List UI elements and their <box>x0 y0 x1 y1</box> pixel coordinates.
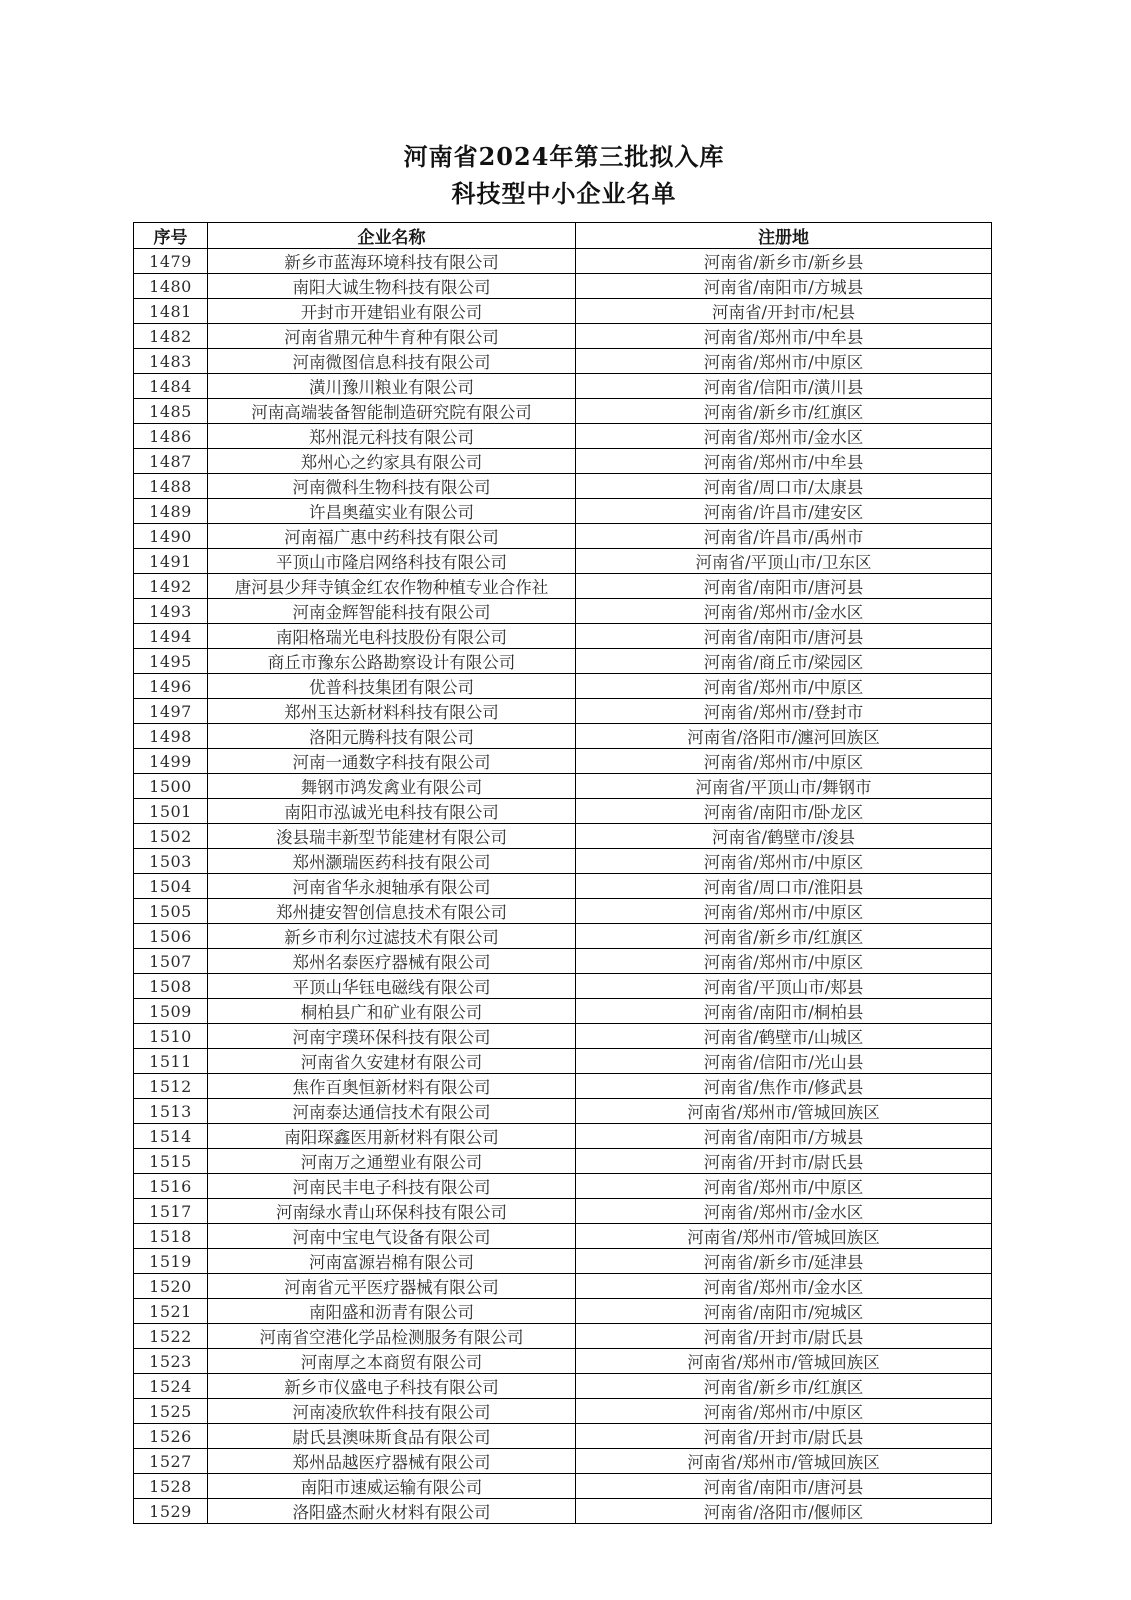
row-index: 1484 <box>134 374 208 399</box>
table-row <box>134 374 992 399</box>
registration-location: 河南省/郑州市/中原区 <box>576 949 992 974</box>
company-name: 河南厚之本商贸有限公司 <box>208 1349 576 1374</box>
company-name: 河南福广惠中药科技有限公司 <box>208 524 576 549</box>
row-index: 1515 <box>134 1149 208 1174</box>
table-row <box>134 799 992 824</box>
company-name: 开封市开建铝业有限公司 <box>208 299 576 324</box>
registration-location: 河南省/平顶山市/郏县 <box>576 974 992 999</box>
registration-location: 河南省/洛阳市/瀍河回族区 <box>576 724 992 749</box>
company-name: 平顶山华钰电磁线有限公司 <box>208 974 576 999</box>
registration-location: 河南省/许昌市/建安区 <box>576 499 992 524</box>
registration-location: 河南省/新乡市/红旗区 <box>576 924 992 949</box>
table-row <box>134 1124 992 1149</box>
registration-location: 河南省/郑州市/中原区 <box>576 899 992 924</box>
company-name: 尉氏县澳味斯食品有限公司 <box>208 1424 576 1449</box>
company-name: 河南省华永昶轴承有限公司 <box>208 874 576 899</box>
row-index: 1487 <box>134 449 208 474</box>
table-row <box>134 1324 992 1349</box>
column-header-registration-location: 注册地 <box>576 223 992 249</box>
row-index: 1496 <box>134 674 208 699</box>
row-index: 1517 <box>134 1199 208 1224</box>
registration-location: 河南省/信阳市/光山县 <box>576 1049 992 1074</box>
row-index: 1512 <box>134 1074 208 1099</box>
registration-location: 河南省/郑州市/管城回族区 <box>576 1449 992 1474</box>
row-index: 1519 <box>134 1249 208 1274</box>
table-row <box>134 1374 992 1399</box>
company-name: 郑州灏瑞医药科技有限公司 <box>208 849 576 874</box>
row-index: 1529 <box>134 1499 208 1524</box>
company-name: 河南一通数字科技有限公司 <box>208 749 576 774</box>
registration-location: 河南省/郑州市/中原区 <box>576 1399 992 1424</box>
table-row <box>134 1474 992 1499</box>
table-row <box>134 849 992 874</box>
table-row <box>134 899 992 924</box>
table-row <box>134 999 992 1024</box>
registration-location: 河南省/郑州市/金水区 <box>576 599 992 624</box>
registration-location: 河南省/南阳市/方城县 <box>576 274 992 299</box>
company-name: 郑州心之约家具有限公司 <box>208 449 576 474</box>
company-name: 河南省空港化学品检测服务有限公司 <box>208 1324 576 1349</box>
table-header <box>134 223 992 249</box>
row-index: 1520 <box>134 1274 208 1299</box>
table-row <box>134 1274 992 1299</box>
row-index: 1493 <box>134 599 208 624</box>
column-header-index: 序号 <box>134 223 208 249</box>
row-index: 1481 <box>134 299 208 324</box>
company-name: 南阳市泓诚光电科技有限公司 <box>208 799 576 824</box>
table-row <box>134 549 992 574</box>
row-index: 1489 <box>134 499 208 524</box>
row-index: 1486 <box>134 424 208 449</box>
registration-location: 河南省/开封市/尉氏县 <box>576 1149 992 1174</box>
table-row <box>134 399 992 424</box>
row-index: 1509 <box>134 999 208 1024</box>
row-index: 1492 <box>134 574 208 599</box>
registration-location: 河南省/郑州市/中牟县 <box>576 324 992 349</box>
row-index: 1526 <box>134 1424 208 1449</box>
row-index: 1502 <box>134 824 208 849</box>
table-header-row <box>134 223 992 249</box>
registration-location: 河南省/鹤壁市/浚县 <box>576 824 992 849</box>
table-row <box>134 624 992 649</box>
table-row <box>134 649 992 674</box>
registration-location: 河南省/郑州市/金水区 <box>576 424 992 449</box>
table-row <box>134 1199 992 1224</box>
row-index: 1525 <box>134 1399 208 1424</box>
page-title <box>135 138 993 212</box>
registration-location: 河南省/周口市/淮阳县 <box>576 874 992 899</box>
row-index: 1497 <box>134 699 208 724</box>
row-index: 1495 <box>134 649 208 674</box>
registration-location: 河南省/南阳市/唐河县 <box>576 624 992 649</box>
registration-location: 河南省/郑州市/金水区 <box>576 1274 992 1299</box>
table-row <box>134 1249 992 1274</box>
company-name: 洛阳盛杰耐火材料有限公司 <box>208 1499 576 1524</box>
company-table <box>133 222 992 1524</box>
registration-location: 河南省/焦作市/修武县 <box>576 1074 992 1099</box>
registration-location: 河南省/郑州市/中原区 <box>576 849 992 874</box>
registration-location: 河南省/郑州市/中原区 <box>576 674 992 699</box>
company-name: 新乡市仪盛电子科技有限公司 <box>208 1374 576 1399</box>
row-index: 1521 <box>134 1299 208 1324</box>
company-name: 南阳市速威运输有限公司 <box>208 1474 576 1499</box>
company-name: 郑州混元科技有限公司 <box>208 424 576 449</box>
registration-location: 河南省/开封市/杞县 <box>576 299 992 324</box>
table-row <box>134 1074 992 1099</box>
company-name: 舞钢市鸿发禽业有限公司 <box>208 774 576 799</box>
row-index: 1494 <box>134 624 208 649</box>
table-row <box>134 449 992 474</box>
table-row <box>134 949 992 974</box>
table-row <box>134 774 992 799</box>
registration-location: 河南省/郑州市/管城回族区 <box>576 1224 992 1249</box>
table-row <box>134 599 992 624</box>
row-index: 1500 <box>134 774 208 799</box>
row-index: 1499 <box>134 749 208 774</box>
company-name: 郑州品越医疗器械有限公司 <box>208 1449 576 1474</box>
registration-location: 河南省/南阳市/宛城区 <box>576 1299 992 1324</box>
registration-location: 河南省/许昌市/禹州市 <box>576 524 992 549</box>
company-name: 南阳格瑞光电科技股份有限公司 <box>208 624 576 649</box>
table-row <box>134 424 992 449</box>
company-name: 新乡市利尔过滤技术有限公司 <box>208 924 576 949</box>
table-row <box>134 1299 992 1324</box>
row-index: 1491 <box>134 549 208 574</box>
company-name: 河南万之通塑业有限公司 <box>208 1149 576 1174</box>
table-row <box>134 749 992 774</box>
table-row <box>134 1024 992 1049</box>
company-name: 河南高端装备智能制造研究院有限公司 <box>208 399 576 424</box>
registration-location: 河南省/郑州市/中牟县 <box>576 449 992 474</box>
company-name: 郑州名泰医疗器械有限公司 <box>208 949 576 974</box>
table-body <box>134 249 992 1524</box>
registration-location: 河南省/南阳市/唐河县 <box>576 1474 992 1499</box>
registration-location: 河南省/新乡市/新乡县 <box>576 249 992 274</box>
column-header-company-name: 企业名称 <box>208 223 576 249</box>
company-name: 桐柏县广和矿业有限公司 <box>208 999 576 1024</box>
table-row <box>134 474 992 499</box>
registration-location: 河南省/郑州市/管城回族区 <box>576 1349 992 1374</box>
row-index: 1513 <box>134 1099 208 1124</box>
company-name: 南阳琛鑫医用新材料有限公司 <box>208 1124 576 1149</box>
registration-location: 河南省/新乡市/红旗区 <box>576 399 992 424</box>
table-row <box>134 974 992 999</box>
table-row <box>134 1449 992 1474</box>
row-index: 1503 <box>134 849 208 874</box>
registration-location: 河南省/郑州市/登封市 <box>576 699 992 724</box>
table-row <box>134 1399 992 1424</box>
row-index: 1518 <box>134 1224 208 1249</box>
row-index: 1501 <box>134 799 208 824</box>
row-index: 1514 <box>134 1124 208 1149</box>
table-row <box>134 874 992 899</box>
company-name: 河南微图信息科技有限公司 <box>208 349 576 374</box>
table-row <box>134 524 992 549</box>
row-index: 1480 <box>134 274 208 299</box>
row-index: 1498 <box>134 724 208 749</box>
registration-location: 河南省/平顶山市/舞钢市 <box>576 774 992 799</box>
table-row <box>134 1049 992 1074</box>
company-name: 河南省鼎元种牛育种有限公司 <box>208 324 576 349</box>
table-row <box>134 674 992 699</box>
registration-location: 河南省/南阳市/方城县 <box>576 1124 992 1149</box>
row-index: 1511 <box>134 1049 208 1074</box>
table-row <box>134 1499 992 1524</box>
table-row <box>134 299 992 324</box>
company-name: 新乡市蓝海环境科技有限公司 <box>208 249 576 274</box>
company-name: 河南泰达通信技术有限公司 <box>208 1099 576 1124</box>
registration-location: 河南省/周口市/太康县 <box>576 474 992 499</box>
company-name: 河南省元平医疗器械有限公司 <box>208 1274 576 1299</box>
company-name: 南阳大诚生物科技有限公司 <box>208 274 576 299</box>
company-name: 洛阳元腾科技有限公司 <box>208 724 576 749</box>
table-row <box>134 499 992 524</box>
row-index: 1524 <box>134 1374 208 1399</box>
company-name: 河南民丰电子科技有限公司 <box>208 1174 576 1199</box>
registration-location: 河南省/鹤壁市/山城区 <box>576 1024 992 1049</box>
table-row <box>134 699 992 724</box>
row-index: 1505 <box>134 899 208 924</box>
company-name: 浚县瑞丰新型节能建材有限公司 <box>208 824 576 849</box>
table-row <box>134 824 992 849</box>
registration-location: 河南省/商丘市/梁园区 <box>576 649 992 674</box>
company-name: 郑州捷安智创信息技术有限公司 <box>208 899 576 924</box>
registration-location: 河南省/郑州市/金水区 <box>576 1199 992 1224</box>
company-name: 商丘市豫东公路勘察设计有限公司 <box>208 649 576 674</box>
registration-location: 河南省/新乡市/红旗区 <box>576 1374 992 1399</box>
table-row <box>134 924 992 949</box>
table-row <box>134 724 992 749</box>
company-name: 河南中宝电气设备有限公司 <box>208 1224 576 1249</box>
row-index: 1528 <box>134 1474 208 1499</box>
row-index: 1510 <box>134 1024 208 1049</box>
company-name: 河南金辉智能科技有限公司 <box>208 599 576 624</box>
registration-location: 河南省/新乡市/延津县 <box>576 1249 992 1274</box>
registration-location: 河南省/郑州市/中原区 <box>576 1174 992 1199</box>
table-row <box>134 249 992 274</box>
table-row <box>134 349 992 374</box>
table-row <box>134 1224 992 1249</box>
row-index: 1482 <box>134 324 208 349</box>
registration-location: 河南省/郑州市/中原区 <box>576 749 992 774</box>
registration-location: 河南省/南阳市/唐河县 <box>576 574 992 599</box>
table-row <box>134 1099 992 1124</box>
registration-location: 河南省/洛阳市/偃师区 <box>576 1499 992 1524</box>
row-index: 1506 <box>134 924 208 949</box>
row-index: 1522 <box>134 1324 208 1349</box>
registration-location: 河南省/郑州市/中原区 <box>576 349 992 374</box>
registration-location: 河南省/郑州市/管城回族区 <box>576 1099 992 1124</box>
row-index: 1479 <box>134 249 208 274</box>
company-name: 河南富源岩棉有限公司 <box>208 1249 576 1274</box>
registration-location: 河南省/信阳市/潢川县 <box>576 374 992 399</box>
company-name: 焦作百奥恒新材料有限公司 <box>208 1074 576 1099</box>
registration-location: 河南省/开封市/尉氏县 <box>576 1324 992 1349</box>
company-name: 南阳盛和沥青有限公司 <box>208 1299 576 1324</box>
table-row <box>134 324 992 349</box>
company-name: 河南凌欣软件科技有限公司 <box>208 1399 576 1424</box>
table-row <box>134 274 992 299</box>
row-index: 1504 <box>134 874 208 899</box>
registration-location: 河南省/开封市/尉氏县 <box>576 1424 992 1449</box>
company-name: 河南宇璞环保科技有限公司 <box>208 1024 576 1049</box>
registration-location: 河南省/南阳市/桐柏县 <box>576 999 992 1024</box>
table-row <box>134 1174 992 1199</box>
company-name: 郑州玉达新材料科技有限公司 <box>208 699 576 724</box>
table-row <box>134 1349 992 1374</box>
company-name: 河南微科生物科技有限公司 <box>208 474 576 499</box>
page-title-line-2: 科技型中小企业名单 <box>451 179 677 208</box>
registration-location: 河南省/平顶山市/卫东区 <box>576 549 992 574</box>
company-name: 优普科技集团有限公司 <box>208 674 576 699</box>
row-index: 1516 <box>134 1174 208 1199</box>
company-name: 河南绿水青山环保科技有限公司 <box>208 1199 576 1224</box>
table-row <box>134 574 992 599</box>
row-index: 1490 <box>134 524 208 549</box>
table-row <box>134 1424 992 1449</box>
row-index: 1508 <box>134 974 208 999</box>
row-index: 1523 <box>134 1349 208 1374</box>
row-index: 1488 <box>134 474 208 499</box>
company-name: 河南省久安建材有限公司 <box>208 1049 576 1074</box>
company-name: 平顶山市隆启网络科技有限公司 <box>208 549 576 574</box>
row-index: 1483 <box>134 349 208 374</box>
registration-location: 河南省/南阳市/卧龙区 <box>576 799 992 824</box>
page-title-line-1: 河南省2024年第三批拟入库 <box>403 142 725 171</box>
row-index: 1527 <box>134 1449 208 1474</box>
table-row <box>134 1149 992 1174</box>
company-name: 潢川豫川粮业有限公司 <box>208 374 576 399</box>
row-index: 1507 <box>134 949 208 974</box>
company-name: 唐河县少拜寺镇金红农作物种植专业合作社 <box>208 574 576 599</box>
company-name: 许昌奥蕴实业有限公司 <box>208 499 576 524</box>
row-index: 1485 <box>134 399 208 424</box>
